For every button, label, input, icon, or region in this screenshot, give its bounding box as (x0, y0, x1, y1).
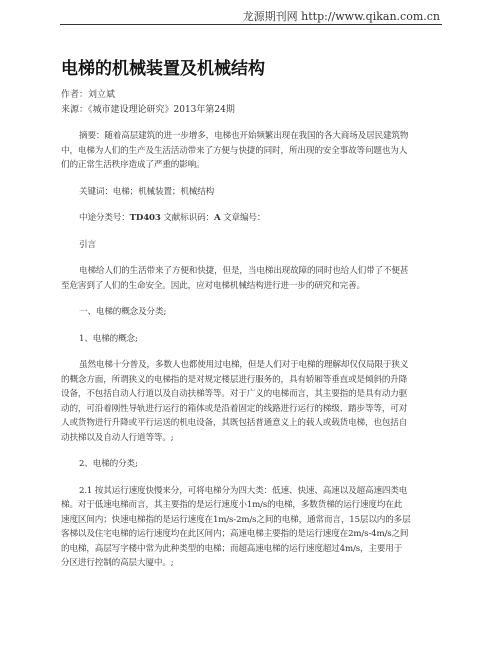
classification-text-line: 的电梯，高层写字楼中常为此种类型的电梯；而超高速电梯的运行速度超过4m/s，主要用于 (61, 543, 403, 554)
section-heading: 一、电梯的概念及分类; (79, 307, 167, 317)
concept-line: 设备，不包括自动人行道以及自动扶梯等等。对于广义的电梯而言，其主要指的是具有动力驱 (61, 389, 408, 399)
intro-line: 电梯给人们的生活带来了方便和快捷，但是，当电梯出现故障的同时也给人们带了不便甚 (79, 266, 409, 276)
classification-text-line: 分区进行控制的高层大厦中。; (61, 558, 174, 568)
header-divider (60, 24, 442, 25)
concept-line: 虽然电梯十分普及，多数人也都使用过电梯，但是人们对于电梯的理解却仅仅局限于狭义 (79, 360, 409, 370)
classification-paragraph (61, 484, 441, 571)
abstract (61, 129, 441, 173)
keywords-line: 关键词：电梯；机械装置；机械结构 (79, 186, 215, 197)
classification-text-line: 客梯以及住宅电梯的运行速度均在此区间内；高速电梯主要指的是运行速度在2m/s-4m/s之间 (61, 529, 409, 539)
subsection-heading: 1、电梯的概念; (79, 333, 138, 344)
classification-text-line: 速度区间内；快速电梯指的是运行速度在1m/s-2m/s之间的电梯，通常而言，15层以内的多层 (61, 514, 411, 525)
intro-paragraph (61, 264, 441, 293)
abstract-line: 摘要：随着高层建筑的进一步增多，电梯也开始频繁出现在我国的各大商场及居民建筑物 (79, 131, 409, 141)
classification-middle: 文献标识码： (160, 213, 214, 223)
document-code: A (213, 213, 221, 223)
concept-paragraph (61, 358, 441, 445)
concept-line: 动的，可沿着刚性导轨进行运行的箱体或是沿着固定的线路进行运行的梯级、踏步等等，可对 (61, 403, 408, 414)
concept-line: 的概念方面，所谓狭义的电梯指的是对规定楼层进行服务的，具有轿厢等垂直或是倾斜的升降 (61, 374, 408, 385)
intro-line: 至危害到了人们的生命安全。因此，应对电梯机械结构进行进一步的研究和完善。 (61, 280, 365, 291)
classification-suffix: 文章编号： (220, 213, 266, 223)
subsection-heading: 2、电梯的分类; (79, 459, 138, 469)
author-line: 作者：刘立斌 (61, 90, 116, 100)
classification-code: TD403 (129, 213, 161, 223)
article-title: 电梯的机械装置及机械结构 (61, 59, 265, 79)
site-header[interactable]: 龙源期刊网 http://www.qikan.com.cn (242, 10, 440, 23)
article-body (61, 58, 441, 571)
classification-line (61, 211, 441, 226)
concept-line: 人或货物进行升降或平行运送的机电设备，其既包括普通意义上的载人或载货电梯，也包括自 (61, 418, 408, 428)
abstract-line: 中，电梯为人们的生产及生活活动带来了方便与快捷的同时，所出现的安全事故等问题也为人 (61, 145, 408, 156)
classification-text-line: 梯。对于低速电梯而言，其主要指的是运行速度小1m/s的电梯，多数货梯的运行速度均在此 (61, 500, 403, 510)
abstract-line: 们的正常生活秩序造成了严重的影响。 (61, 160, 205, 170)
source-line: 来源：《城市建设理论研究》2013年第24期 (61, 105, 235, 115)
classification-text-line: 2.1 按其运行速度快慢来分，可将电梯分为四大类：低速、快速、高速以及超高速四类电 (79, 485, 408, 496)
classification-prefix: 中途分类号： (79, 213, 130, 223)
intro-heading: 引言 (79, 239, 96, 250)
concept-line: 动扶梯以及自动人行道等等。; (61, 432, 174, 443)
